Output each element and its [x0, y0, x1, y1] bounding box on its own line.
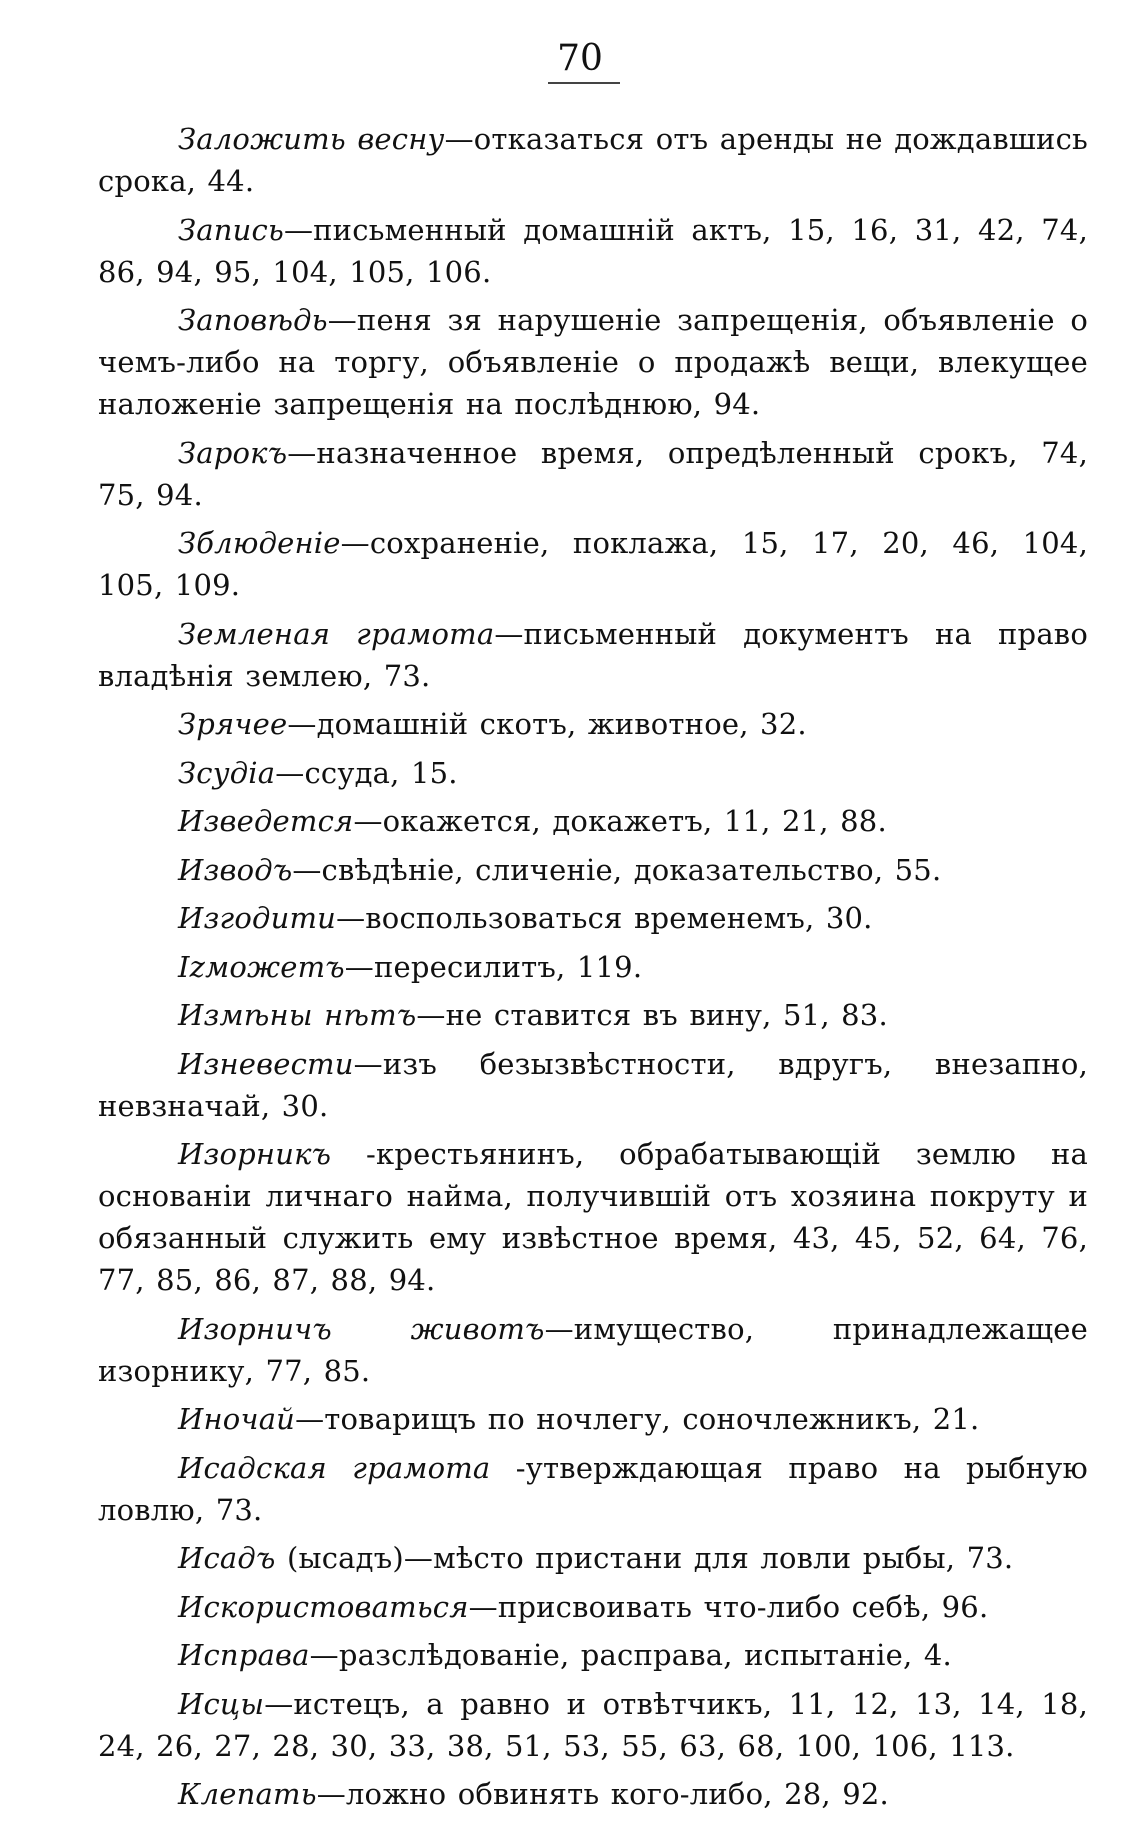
entry-definition: —имущество, принадлежащее изорнику, 77, 85.: [98, 1311, 1088, 1388]
entry-definition: —присвоивать что-либо себѣ, 96.: [468, 1589, 989, 1624]
glossary-entry: [98, 994, 1088, 1036]
glossary-entry: [98, 118, 1088, 202]
entry-term: Измѣны нѣтъ: [178, 998, 417, 1032]
glossary-entry: [98, 897, 1088, 939]
glossary-entry: [98, 299, 1088, 425]
entry-term: Зарокъ: [178, 435, 288, 470]
entry-term: Изводъ: [178, 852, 293, 887]
entry-definition: —свѣдѣніе, сличеніе, доказательство, 55.: [292, 852, 942, 887]
entry-definition: —пересилитъ, 119.: [344, 949, 643, 984]
glossary-entry: [98, 209, 1088, 293]
entry-definition: —сохраненіе, поклажа, 15, 17, 20, 46, 104, 105, 109.: [98, 526, 1088, 602]
glossary-entry: [98, 703, 1088, 745]
entry-term: Искористоваться: [178, 1589, 469, 1624]
entry-definition: —ложно обвинять кого-либо, 28, 92.: [316, 1777, 889, 1811]
entry-term: Заповѣдь: [178, 303, 328, 337]
entry-term: Изорникъ: [178, 1137, 332, 1171]
entry-definition: —назначенное время, опредѣленный срокъ, 74, 75, 94.: [98, 435, 1088, 512]
entry-term: Зрячее: [178, 707, 288, 741]
entry-term: Izможетъ: [178, 949, 345, 984]
entry-definition: (ысадъ)—мѣсто пристани для ловли рыбы, 73.: [275, 1541, 1014, 1575]
entry-term: Изгодити: [178, 901, 337, 935]
entry-term: Исправа: [178, 1638, 310, 1672]
glossary-entry: [98, 800, 1088, 842]
entry-term: Клепать: [178, 1777, 317, 1811]
entry-term: Зблюденіе: [178, 526, 341, 560]
glossary-entry: [98, 522, 1088, 606]
glossary-entry: [98, 1634, 1088, 1676]
entry-term: Заложить весну: [178, 122, 445, 156]
page-number-underline: [548, 82, 620, 84]
entry-definition: —окажется, докажетъ, 11, 21, 88.: [353, 804, 887, 838]
entry-definition: —истецъ, а равно и отвѣтчикъ, 11, 12, 13, 14, 18, 24, 26, 27, 28, 30, 33, 38, 51, 53, 55, 63, 68, 100, 106, 113.: [98, 1686, 1088, 1763]
glossary-entry: [98, 1773, 1088, 1815]
glossary-entry: [98, 1043, 1088, 1127]
entry-term: Зсудіа: [178, 755, 276, 790]
entry-term: Запись: [178, 212, 284, 247]
glossary-entry: [98, 752, 1088, 794]
entry-definition: —письменный документъ на право владѣнія землею, 73.: [98, 616, 1088, 693]
page-number: 70: [557, 38, 603, 79]
entry-term: Изорничъ животъ: [178, 1311, 545, 1346]
entry-definition: —не ставится въ вину, 51, 83.: [416, 998, 888, 1032]
glossary-entry: [98, 1537, 1088, 1579]
entry-definition: —разслѣдованіе, расправа, испытаніе, 4.: [309, 1638, 952, 1672]
glossary-entry: [98, 946, 1088, 988]
entry-definition: —отказаться отъ аренды не дождавшись срока, 44.: [98, 122, 1089, 198]
entry-term: Изведется: [178, 804, 354, 838]
glossary-entry: [98, 432, 1088, 516]
entry-definition: -крестьянинъ, обрабатывающій землю на основаніи личнаго найма, получившій отъ хозяина покруту и обязанный служить ему извѣстное время, 43, 45, 52, 64, 76, 77, 85, 86, 87, 88, 94.: [98, 1137, 1088, 1297]
glossary-entry: [98, 1308, 1088, 1392]
entry-definition: —домашній скотъ, животное, 32.: [287, 707, 807, 741]
entry-term: Иночай: [178, 1402, 296, 1436]
entry-term: Изневести: [178, 1046, 354, 1081]
entry-term: Исадская грамота: [178, 1450, 491, 1485]
entry-term: Исадъ: [178, 1541, 276, 1575]
entry-term: Исцы: [178, 1686, 265, 1721]
entry-definition: —товарищъ по ночлегу, соночлежникъ, 21.: [295, 1402, 980, 1436]
glossary-entry: [98, 849, 1088, 891]
glossary-entry: [98, 613, 1088, 697]
entry-term: Земленая грамота: [178, 616, 495, 651]
entry-definition: —пеня зя нарушеніе запрещенія, объявленіе о чемъ-либо на торгу, объявленіе о продажѣ вещи, влекущее наложеніе запрещенія на послѣднюю, 94.: [98, 303, 1088, 421]
entry-definition: -утверждающая право на рыбную ловлю, 73.: [98, 1450, 1088, 1527]
glossary-entry: [98, 1586, 1088, 1628]
entry-definition: —воспользоваться временемъ, 30.: [336, 901, 873, 935]
glossary-entry: [98, 1398, 1088, 1440]
entry-definition: —изъ безызвѣстности, вдругъ, внезапно, невзначай, 30.: [98, 1046, 1088, 1123]
entry-definition: —ссуда, 15.: [275, 755, 458, 790]
glossary-entries: [98, 118, 1088, 1822]
entry-definition: —письменный домашній актъ, 15, 16, 31, 42, 74, 86, 94, 95, 104, 105, 106.: [98, 212, 1088, 289]
glossary-entry: [98, 1447, 1088, 1531]
glossary-entry: [98, 1133, 1088, 1301]
glossary-entry: [98, 1683, 1088, 1767]
